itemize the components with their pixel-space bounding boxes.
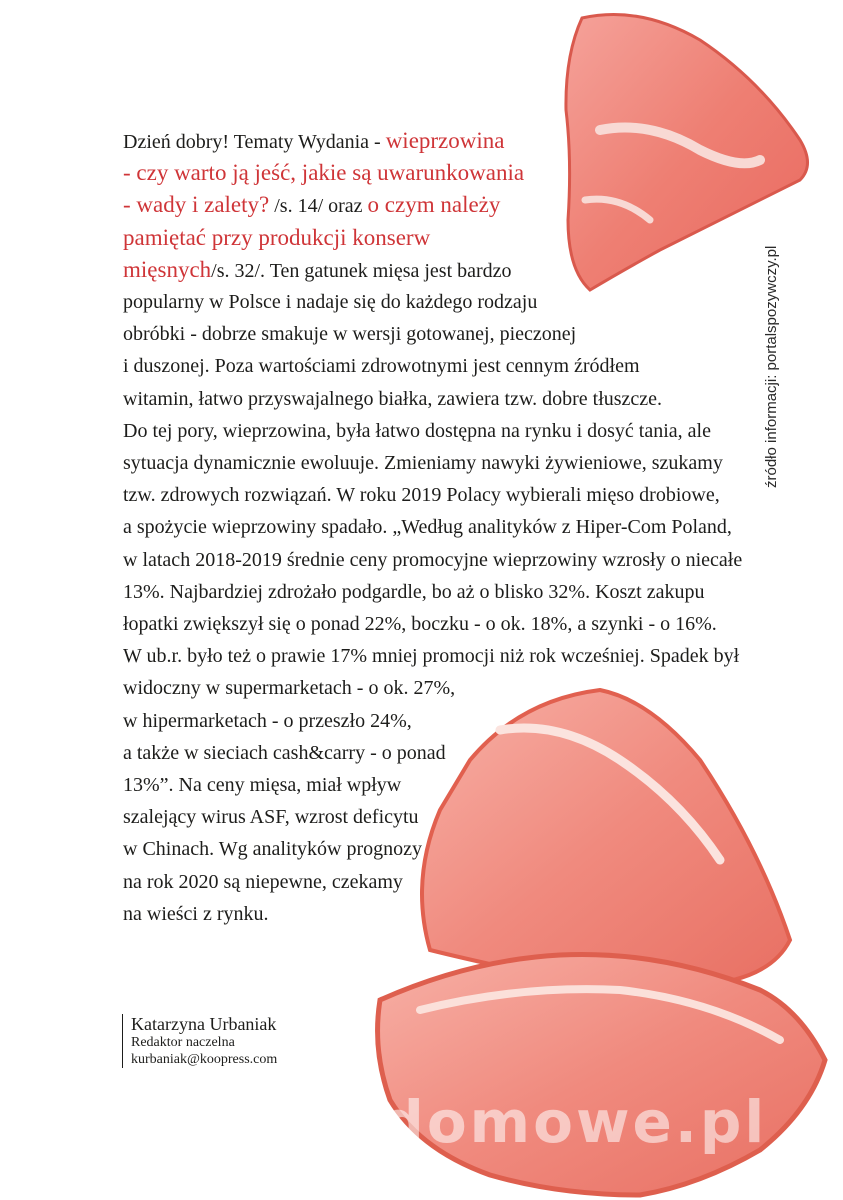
editorial-line: [123, 898, 269, 930]
highlight-text: - czy warto ją jeść, jakie są uwarunkowania: [123, 160, 525, 186]
editorial-line: [123, 801, 419, 833]
editorial-line: [123, 157, 524, 190]
body-text: Do tej pory, wieprzowina, była łatwo dostępna na rynku i dosyć tania, ale: [123, 419, 711, 442]
body-text: 13%”. Na ceny mięsa, miał wpływ: [123, 774, 402, 796]
editorial-line: [123, 318, 576, 350]
editorial-line: [123, 769, 401, 801]
editorial-line: [123, 833, 422, 865]
body-text: w hipermarketach - o przeszło 24%,: [123, 709, 412, 732]
body-text: W ub.r. było też o prawie 17% mniej promocji niż rok wcześniej. Spadek był: [123, 645, 740, 668]
editorial-line: [123, 737, 446, 769]
editorial-line: [123, 479, 720, 511]
editorial-line: [123, 544, 742, 576]
body-text: i duszonej. Poza wartościami zdrowotnymi jest cennym źródłem: [123, 355, 640, 378]
body-text: obróbki - dobrze smakuje w wersji gotowanej, pieczonej: [123, 323, 577, 346]
editorial-line: [123, 447, 723, 479]
body-text: na rok 2020 są niepewne, czekamy: [123, 870, 403, 893]
editorial-line: [123, 383, 662, 415]
source-caption: źródło informacji: portalspozywczy.pl: [763, 245, 780, 488]
body-text: tzw. zdrowych rozwiązań. W roku 2019 Polacy wybierali mięso drobiowe,: [123, 484, 720, 507]
body-text: w Chinach. Wg analityków prognozy: [123, 838, 423, 861]
editorial-line: [123, 350, 640, 382]
editor-name: Katarzyna Urbaniak: [131, 1014, 277, 1034]
body-text: a także w sieciach cash&carry - o ponad: [123, 741, 446, 764]
body-text: łopatki zwiększył się o ponad 22%, boczku - o ok. 18%, a szynki - o 16%.: [123, 613, 717, 635]
editorial-line: [123, 576, 704, 608]
body-text: na wieści z rynku.: [123, 902, 269, 925]
editorial-line: [123, 705, 412, 737]
highlight-text: o czym należy: [367, 192, 501, 218]
body-text: witamin, łatwo przyswajalnego białka, zawiera tzw. dobre tłuszcze.: [123, 387, 663, 410]
editorial-line: [123, 222, 430, 255]
highlight-text: mięsnych: [123, 256, 212, 282]
editorial-line: [123, 640, 739, 672]
editor-email: kurbaniak@koopress.com: [131, 1052, 278, 1067]
editorial-line: [123, 672, 455, 704]
body-text: w latach 2018-2019 średnie ceny promocyjne wieprzowiny wzrosły o niecałe: [123, 548, 743, 571]
body-text: popularny w Polsce i nadaje się do każdego rodzaju: [123, 291, 538, 313]
body-text: /s. 14/ oraz: [269, 195, 368, 218]
body-text: sytuacja dynamicznie ewoluuje. Zmieniamy nawyki żywieniowe, szukamy: [123, 452, 723, 474]
editorial-line: [123, 415, 711, 447]
editorial-line: [123, 125, 504, 158]
editor-signature: [122, 1014, 277, 1068]
body-text: Dzień dobry! Tematy Wydania -: [123, 131, 386, 153]
highlight-text: pamiętać przy produkcji konserw: [123, 224, 431, 250]
editorial-line: [123, 286, 537, 318]
editorial-line: [123, 866, 403, 898]
editorial-line: [123, 608, 717, 640]
watermark: wedlinydomowe.pl: [108, 1088, 768, 1156]
highlight-text: wieprzowina: [385, 128, 505, 153]
highlight-text: - wady i zalety?: [123, 192, 270, 218]
body-text: szalejący wirus ASF, wzrost deficytu: [123, 806, 419, 829]
editorial-line: [123, 511, 732, 543]
editor-role: Redaktor naczelna: [131, 1035, 235, 1050]
editorial-line: [123, 254, 512, 287]
body-text: widoczny w supermarketach - o ok. 27%,: [123, 677, 456, 700]
body-text: 13%. Najbardziej zdrożało podgardle, bo aż o blisko 32%. Koszt zakupu: [123, 580, 705, 603]
body-text: a spożycie wieprzowiny spadało. „Według analityków z Hiper-Com Poland,: [123, 516, 732, 539]
editorial-line: [123, 189, 500, 222]
body-text: /s. 32/. Ten gatunek mięsa jest bardzo: [211, 259, 512, 282]
